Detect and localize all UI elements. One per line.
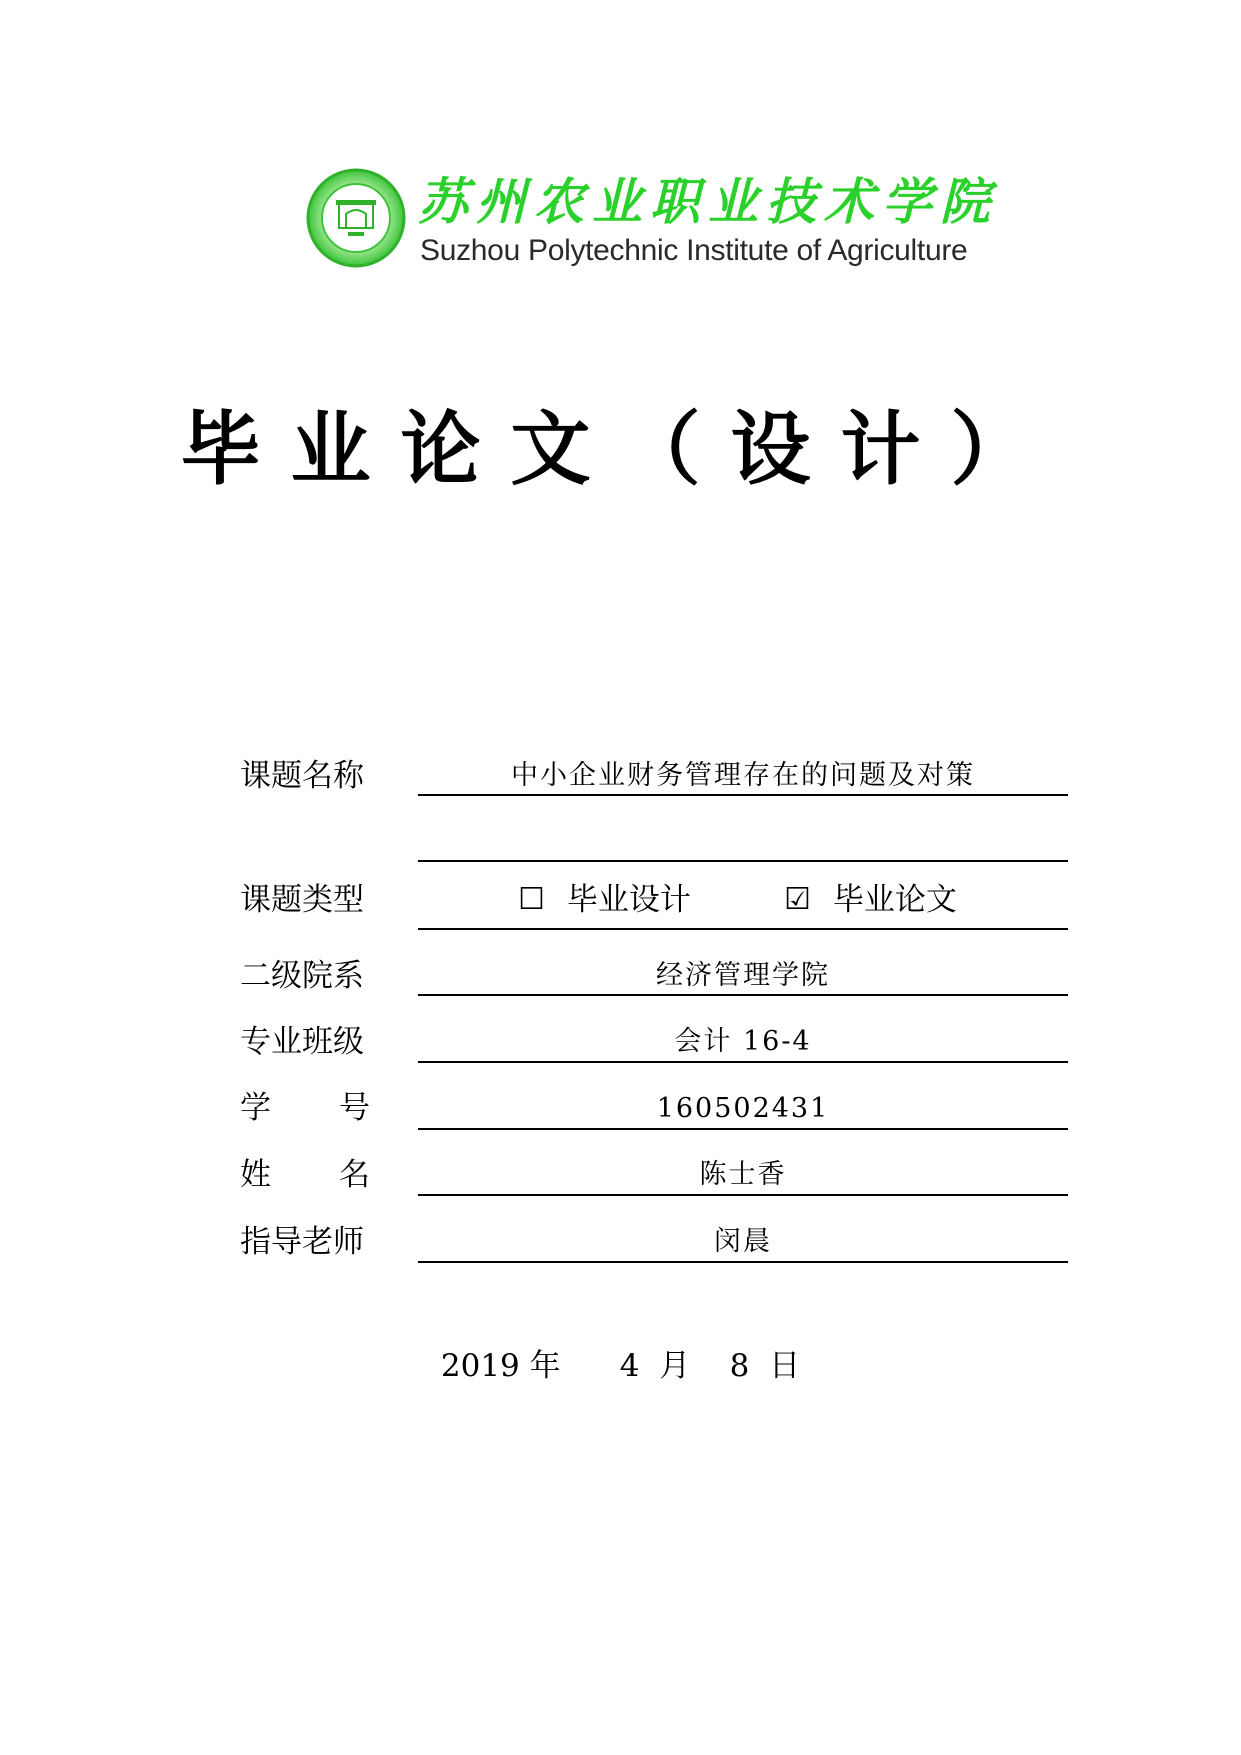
school-name-cn: 苏州农业职业技术学院 xyxy=(418,172,998,231)
school-name-en: Suzhou Polytechnic Institute of Agriculture xyxy=(420,234,968,267)
advisor-underline xyxy=(418,1261,1068,1263)
name-label-char-2: 名 xyxy=(339,1157,370,1193)
class-label: 专业班级 xyxy=(240,1024,364,1060)
topic-label: 课题名称 xyxy=(240,758,364,794)
department-label: 二级院系 xyxy=(240,958,364,994)
name-underline xyxy=(418,1194,1068,1196)
option-label: 毕业设计 xyxy=(566,882,691,918)
option-graduation-design[interactable] xyxy=(518,880,691,920)
topic-type-underline xyxy=(418,928,1068,930)
advisor-value: 闵晨 xyxy=(714,1226,772,1257)
advisor-label: 指导老师 xyxy=(240,1224,364,1260)
class-value: 会计 16-4 xyxy=(674,1026,812,1057)
school-logo xyxy=(306,168,1026,278)
page-title: 毕业论文（设计） xyxy=(180,403,1061,496)
class-underline xyxy=(418,1061,1068,1063)
student-id-value: 160502431 xyxy=(656,1093,830,1124)
school-emblem-icon xyxy=(306,168,406,268)
date-day-unit: 日 xyxy=(769,1348,801,1384)
student-id-label-char-2: 号 xyxy=(339,1090,370,1126)
option-label: 毕业论文 xyxy=(832,882,957,918)
date-line xyxy=(0,1346,1241,1386)
student-id-underline xyxy=(418,1128,1068,1130)
topic-type-options xyxy=(418,880,1068,920)
student-id-label-char-1: 学 xyxy=(240,1090,271,1126)
department-underline xyxy=(418,994,1068,996)
date-year-unit: 年 xyxy=(529,1348,561,1384)
name-label-char-1: 姓 xyxy=(240,1157,271,1193)
name-value: 陈士香 xyxy=(699,1159,787,1190)
date-month: 4 xyxy=(619,1348,640,1384)
topic-underline-2 xyxy=(418,860,1068,862)
student-id-label xyxy=(240,1088,370,1128)
topic-type-label: 课题类型 xyxy=(240,882,364,918)
checkbox-unchecked-icon[interactable]: ☐ xyxy=(518,882,545,917)
topic-value: 中小企业财务管理存在的问题及对策 xyxy=(511,760,975,791)
date-month-unit: 月 xyxy=(659,1348,691,1384)
option-graduation-thesis[interactable] xyxy=(784,880,957,920)
checkbox-checked-icon[interactable]: ☑ xyxy=(784,882,811,917)
date-year: 2019 xyxy=(440,1348,520,1384)
topic-underline xyxy=(418,794,1068,796)
date-day: 8 xyxy=(729,1348,750,1384)
department-value: 经济管理学院 xyxy=(656,960,830,991)
name-label xyxy=(240,1155,370,1195)
